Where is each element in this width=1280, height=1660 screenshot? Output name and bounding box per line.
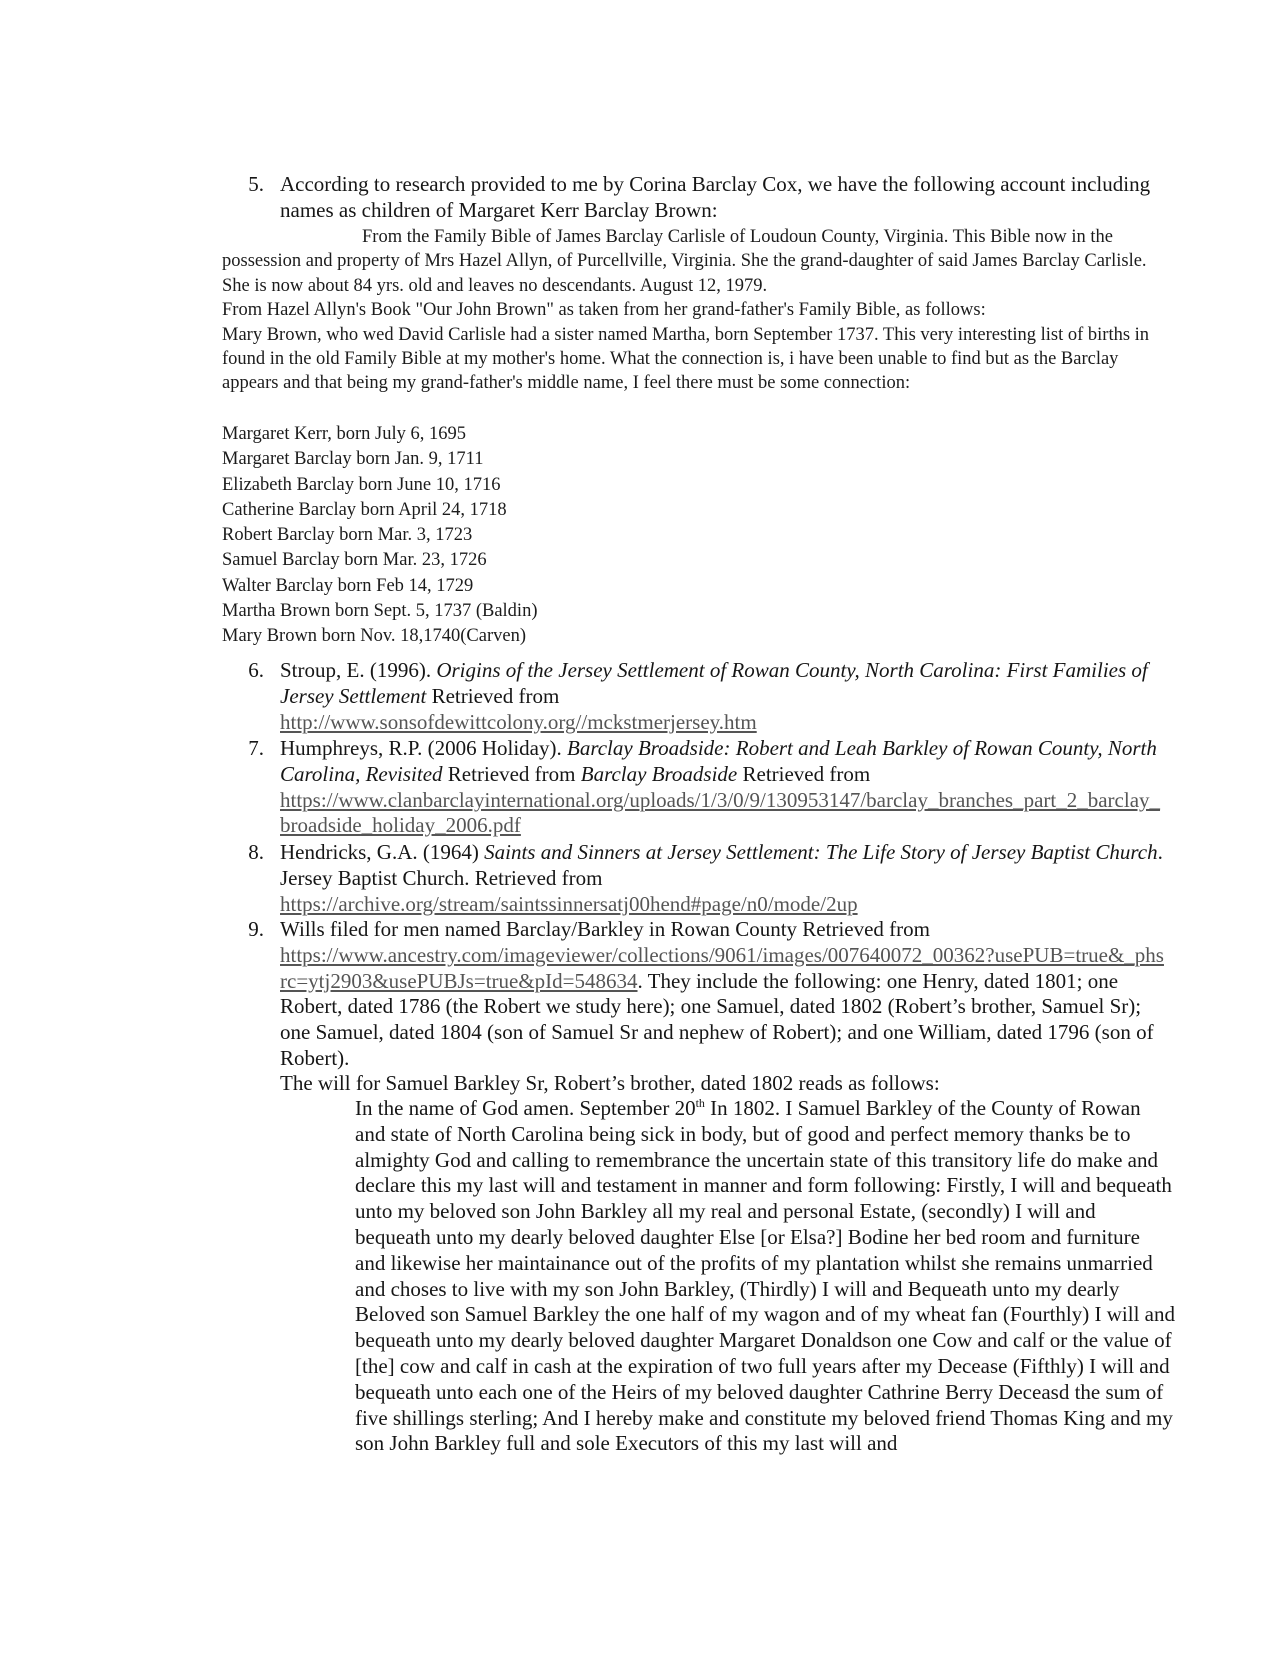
bible-paragraph: From the Family Bible of James Barclay Carlisle of Loudoun County, Virginia. This Bible now in the possession and property of Mrs Hazel Allyn, of Purcellville, Virginia. She the grand-daughter of said James Barclay Carlisle. She is now about 84 yrs. old and leaves no descendants. August 12, 1979. (222, 227, 1147, 296)
citation-retrieved: Retrieved from (737, 761, 871, 786)
citation-title: Saints and Sinners at Jersey Settlement: The Life Story of Jersey Baptist Church (484, 840, 1158, 864)
list-item-6 (240, 658, 1170, 735)
will-text: In the name of God amen. September 20 (355, 1096, 696, 1120)
will-quotation (355, 1096, 1175, 1457)
citation-link[interactable]: https://www.ancestry.com/imageviewer/collections/9061/images/007640072_00362?usePUB=true&_phsrc=ytj2903&usePUBJs=true&pId=548634 (280, 942, 1164, 993)
bible-quotation (222, 225, 1172, 396)
citation-author: Hendricks, G.A. (1964) (280, 840, 485, 864)
citation-author: Stroup, E. (1996). (280, 658, 437, 682)
citation-retrieved: Retrieved from (426, 683, 560, 708)
birth-entry: Robert Barclay born Mar. 3, 1723 (222, 525, 473, 546)
citation-retrieved: Retrieved from (442, 761, 581, 786)
will-intro: The will for Samuel Barkley Sr, Robert’s brother, dated 1802 reads as follows: (280, 1071, 940, 1095)
item-text (280, 736, 1170, 839)
item-number: 8. (248, 840, 264, 864)
citation-author: Humphreys, R.P. (2006 Holiday). (280, 736, 567, 760)
item-number: 5. (248, 172, 264, 196)
list-item-8 (240, 840, 1170, 917)
item-text (280, 917, 1170, 1072)
birth-entry: Samuel Barclay born Mar. 23, 1726 (222, 550, 487, 571)
citation-link[interactable]: http://www.sonsofdewittcolony.org//mckstmerjersey.htm (280, 709, 757, 734)
bible-paragraph: Mary Brown, who wed David Carlisle had a sister named Martha, born September 1737. This very interesting list of births in found in the old Family Bible at my mother's home. What the connection is, i have been unable to find but as the Barclay appears and that being my grand-father's middle name, I feel there must be some connection: (222, 324, 1150, 394)
birth-entry: Catherine Barclay born April 24, 1718 (222, 499, 507, 520)
birth-entry: Walter Barclay born Feb 14, 1729 (222, 575, 474, 596)
birth-entry: Margaret Kerr, born July 6, 1695 (222, 424, 466, 444)
birth-entry: Mary Brown born Nov. 18,1740(Carven) (222, 626, 526, 647)
will-text: In 1802. I Samuel Barkley of the County of Rowan and state of North Carolina being sick in body, but of good and perfect memory thanks be to almighty God and calling to remembrance the uncertain state of this transitory life do make and declare this my last will and testament in manner and form following: Firstly, I will and bequeath unto my beloved son John Barkley all my real and personal Estate, (secondly) I will and bequeath unto my dearly beloved daughter Else [or Elsa?] Bodine her bed room and furniture and likewise her maintainance out of the profits of my plantation whilst she remains unmarried and choses to live with my son John Barkley, (Thirdly) I will and Bequeath unto my dearly Beloved son Samuel Barkley the one half of my wagon and of my wheat fan (Fourthly) I will and bequeath unto my dearly beloved daughter Margaret Donaldson one Cow and calf or the value of [the] cow and calf in cash at the expiration of two full years after my Decease (Fifthly) I will and bequeath unto each one of the Heirs of my beloved daughter Cathrine Berry Deceasd the sum of five shillings sterling; And I hereby make and constitute my beloved friend Thomas King and my son John Barkley full and sole Executors of this my last will and (355, 1096, 1175, 1456)
item-text (280, 840, 1170, 917)
item-text (280, 658, 1170, 735)
item-text: According to research provided to me by Corina Barclay Cox, we have the following account including names as children of Margaret Kerr Barclay Brown: (280, 172, 1151, 222)
citation-link[interactable]: https://archive.org/stream/saintssinnersatj00hend#page/n0/mode/2up (280, 891, 858, 916)
list-item-9 (240, 917, 1170, 1072)
citation-description: . They include the following: one Henry, dated 1801; one Robert, dated 1786 (the Robert we study here); one Samuel, dated 1802 (Robert’s brother, Samuel Sr); one Samuel, dated 1804 (son of Samuel Sr and nephew of Robert); and one William, dated 1796 (son of Robert). (280, 968, 1154, 1070)
birth-entry: Martha Brown born Sept. 5, 1737 (Baldin) (222, 601, 538, 622)
citation-retrieved: . Jersey Baptist Church. Retrieved from (280, 840, 1163, 890)
ordinal-superscript: th (695, 1096, 705, 1110)
list-item-5 (240, 172, 1170, 224)
item-number: 7. (248, 736, 264, 760)
citation-title: Barclay Broadside: Robert and Leah Barkley of Rowan County, North Carolina, Revisited (280, 736, 1157, 786)
list-item-7 (240, 736, 1170, 839)
birth-list (222, 422, 538, 650)
citation-link[interactable]: https://www.clanbarclayinternational.org/uploads/1/3/0/9/130953147/barclay_branches_part_2_barclay_broadside_holiday_2006.pdf (280, 787, 1161, 838)
birth-entry: Elizabeth Barclay born June 10, 1716 (222, 474, 501, 495)
item-number: 9. (248, 917, 264, 941)
bible-paragraph: From Hazel Allyn's Book "Our John Brown" as taken from her grand-father's Family Bible, as follows: (222, 300, 986, 321)
citation-title: Origins of the Jersey Settlement of Rowan County, North Carolina: First Families of Jersey Settlement (280, 658, 1148, 708)
citation-author: Wills filed for men named Barclay/Barkley in Rowan County Retrieved from (280, 917, 930, 941)
item-number: 6. (248, 658, 264, 682)
citation-source: Barclay Broadside (580, 761, 738, 786)
birth-entry: Margaret Barclay born Jan. 9, 1711 (222, 449, 484, 470)
